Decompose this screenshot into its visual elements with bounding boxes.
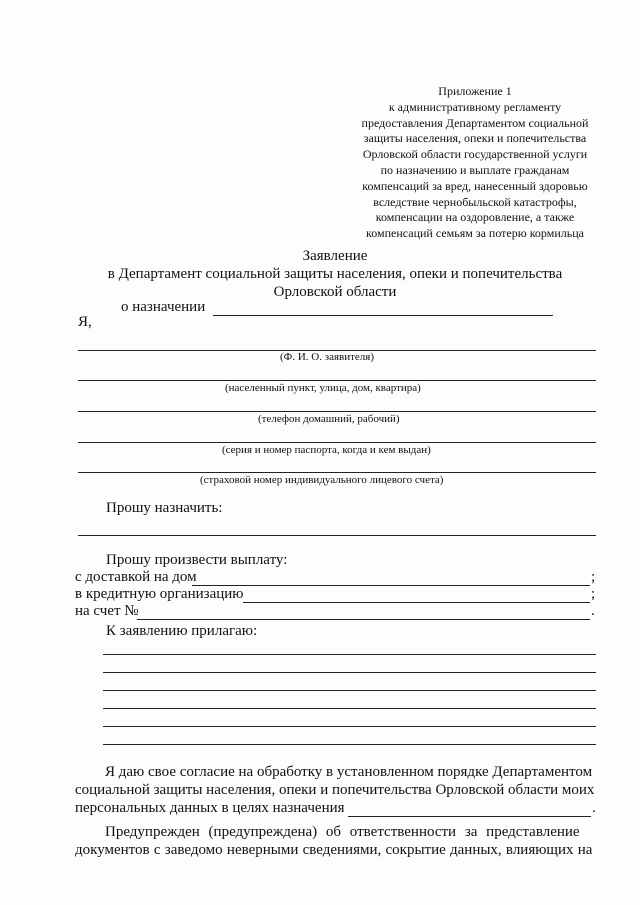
phone-field[interactable] bbox=[78, 411, 596, 412]
appendix-line: Приложение 1 bbox=[438, 84, 512, 98]
appendix-line: компенсаций за вред, нанесенный здоровью bbox=[362, 178, 588, 193]
snils-caption: (страховой номер индивидуального лицевого счета) bbox=[200, 474, 444, 486]
consent-line-1: Я даю свое согласие на обработку в установленном порядке Департаментом bbox=[105, 764, 593, 780]
account-label: на счет № bbox=[75, 603, 139, 619]
credit-field[interactable] bbox=[243, 602, 590, 603]
consent-line-3: персональных данных в целях назначения bbox=[75, 800, 345, 816]
appendix-line: компенсаций семьям за потерю кормильца bbox=[366, 226, 584, 241]
attach-line-2[interactable] bbox=[103, 672, 596, 673]
passport-caption: (серия и номер паспорта, когда и кем выдан) bbox=[222, 444, 431, 456]
appendix-line: защиты населения, опеки и попечительства bbox=[363, 131, 587, 146]
address-caption: (населенный пункт, улица, дом, квартира) bbox=[225, 382, 421, 394]
phone-caption: (телефон домашний, рабочий) bbox=[258, 413, 400, 425]
fio-caption: (Ф. И. О. заявителя) bbox=[280, 351, 375, 363]
consent-purpose-field[interactable] bbox=[348, 816, 591, 817]
appendix-line: к административному регламенту bbox=[388, 99, 562, 114]
credit-label: в кредитную организацию bbox=[75, 586, 244, 602]
i-label: Я, bbox=[78, 314, 92, 330]
purpose-label: о назначении bbox=[121, 299, 206, 315]
appendix-block bbox=[330, 84, 620, 242]
attach-label: К заявлению прилагаю: bbox=[106, 623, 258, 639]
request-label: Прошу назначить: bbox=[106, 500, 223, 516]
appendix-line: предоставления Департаментом социальной bbox=[361, 115, 589, 130]
passport-field[interactable] bbox=[78, 442, 596, 443]
document-addressee-region: Орловской области bbox=[273, 284, 397, 300]
warning-line-2: документов с заведомо неверными сведениями, сокрытие данных, влияющих на bbox=[75, 842, 593, 858]
snils-field[interactable] bbox=[78, 472, 596, 473]
appendix-line: по назначению и выплате гражданам bbox=[380, 162, 570, 177]
appendix-line: Орловской области государственной услуги bbox=[362, 147, 588, 162]
appendix-line: компенсации на оздоровление, а также bbox=[375, 210, 575, 225]
request-field[interactable] bbox=[78, 535, 596, 536]
consent-period: . bbox=[592, 800, 596, 816]
attach-line-1[interactable] bbox=[103, 654, 596, 655]
address-field[interactable] bbox=[78, 380, 596, 381]
document-addressee: в Департамент социальной защиты населения, опеки и попечительства bbox=[107, 266, 563, 282]
delivery-semicolon: ; bbox=[591, 569, 596, 585]
account-period: . bbox=[591, 603, 595, 619]
attach-line-3[interactable] bbox=[103, 690, 596, 691]
appendix-line: вследствие чернобыльской катастрофы, bbox=[373, 194, 577, 209]
delivery-field[interactable] bbox=[192, 585, 590, 586]
payment-label: Прошу произвести выплату: bbox=[106, 552, 288, 568]
purpose-field[interactable] bbox=[213, 315, 553, 316]
attach-line-4[interactable] bbox=[103, 708, 596, 709]
document-title: Заявление bbox=[302, 248, 368, 264]
credit-semicolon: ; bbox=[591, 586, 596, 602]
delivery-label: с доставкой на дом bbox=[75, 569, 197, 585]
consent-line-2: социальной защиты населения, опеки и попечительства Орловской области моих bbox=[75, 782, 595, 798]
account-field[interactable] bbox=[137, 619, 590, 620]
attach-line-5[interactable] bbox=[103, 726, 596, 727]
attach-line-6[interactable] bbox=[103, 744, 596, 745]
warning-line-1: Предупрежден (предупреждена) об ответственности за представление bbox=[105, 824, 580, 840]
